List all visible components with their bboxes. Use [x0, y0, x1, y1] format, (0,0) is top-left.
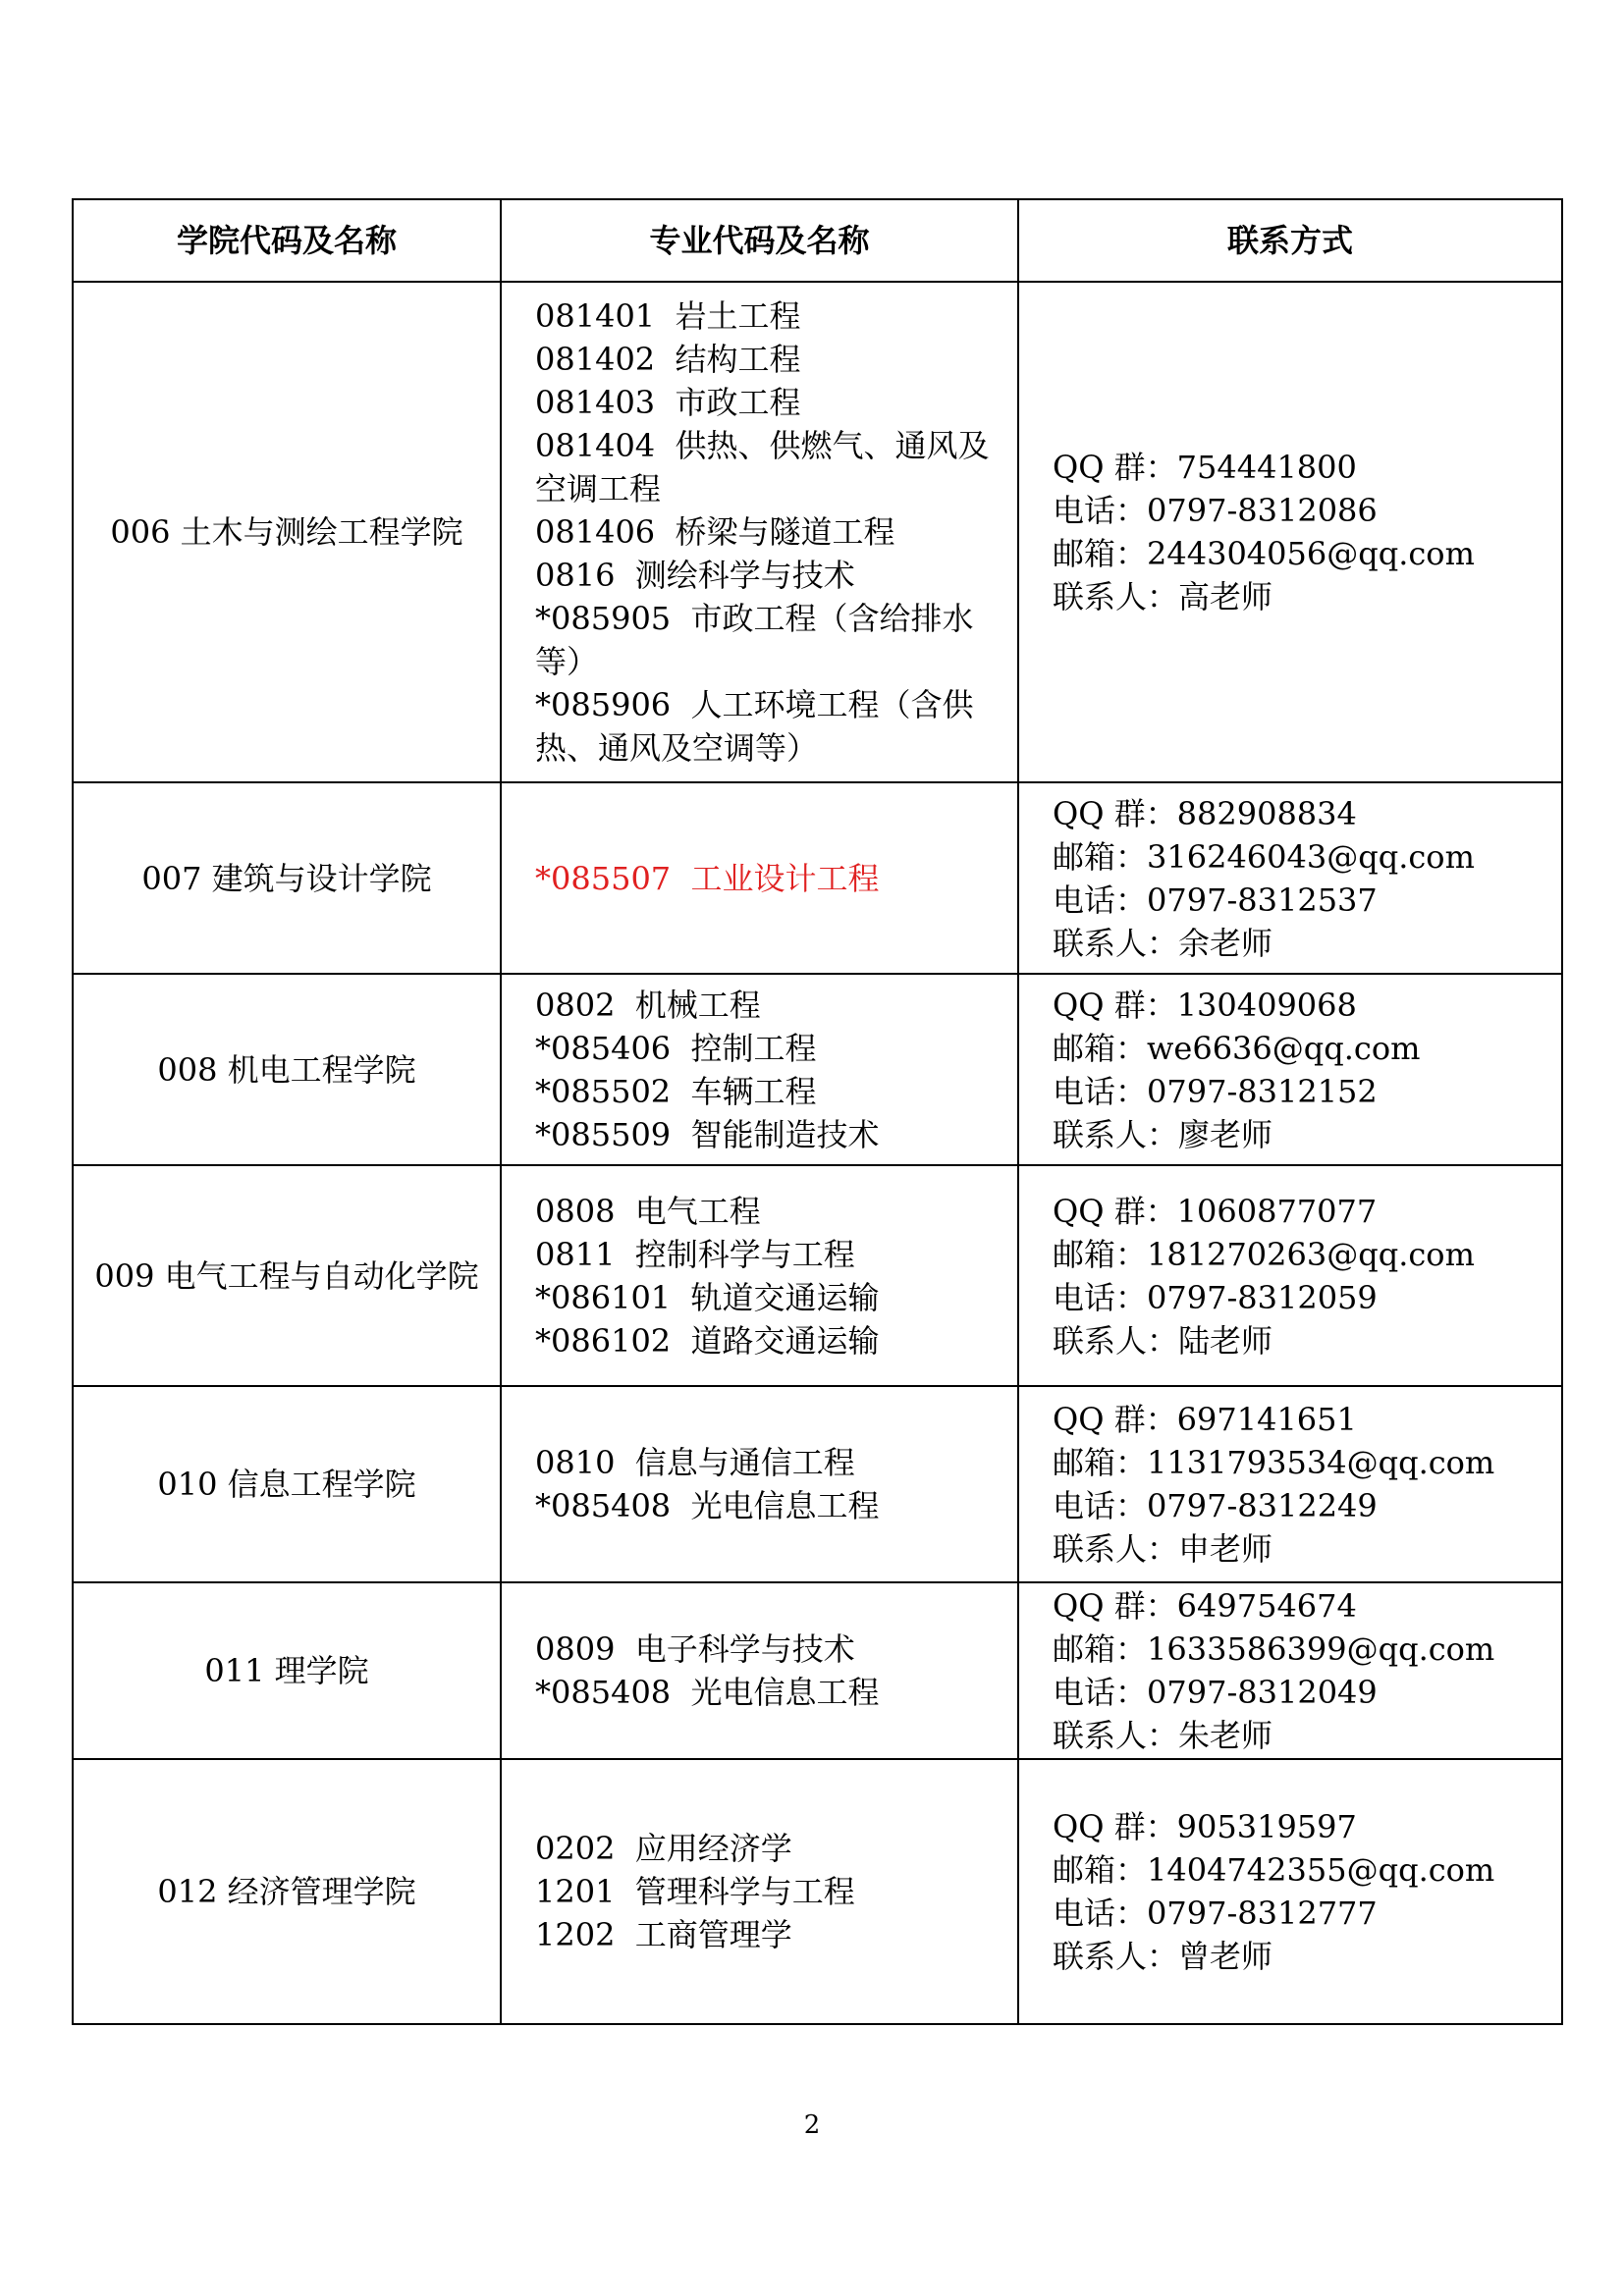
major-item: *085906 人工环境工程（含供热、通风及空调等） — [535, 686, 974, 767]
college-cell: 008 机电工程学院 — [73, 974, 501, 1165]
header-row — [73, 199, 1562, 282]
phone: 电话：0797-8312152 — [1053, 1072, 1378, 1110]
major-cell — [501, 1759, 1018, 2024]
contact-person: 联系人：陆老师 — [1053, 1321, 1273, 1360]
college-cell: 007 建筑与设计学院 — [73, 782, 501, 974]
table-row — [73, 1165, 1562, 1386]
contact-cell — [1018, 1165, 1562, 1386]
major-item: *085408 光电信息工程 — [535, 1674, 880, 1711]
major-item: *086102 道路交通运输 — [535, 1321, 880, 1360]
major-item: 0202 应用经济学 — [535, 1830, 792, 1867]
major-item: 0809 电子科学与技术 — [535, 1630, 855, 1668]
page-number: 2 — [803, 2110, 821, 2140]
major-item: 081401 岩土工程 — [535, 297, 801, 335]
major-item: *085408 光电信息工程 — [535, 1487, 880, 1524]
contact-cell — [1018, 974, 1562, 1165]
contact-person: 联系人：朱老师 — [1053, 1717, 1273, 1754]
phone: 电话：0797-8312537 — [1053, 881, 1378, 919]
major-item: 0808 电气工程 — [535, 1192, 761, 1230]
qq-group: QQ 群：882908834 — [1053, 794, 1357, 832]
major-cell — [501, 1582, 1018, 1759]
major-cell — [501, 1386, 1018, 1582]
major-item: 0810 信息与通信工程 — [535, 1444, 855, 1481]
major-cell — [501, 782, 1018, 974]
college-cell: 010 信息工程学院 — [73, 1386, 501, 1582]
header-major: 专业代码及名称 — [501, 199, 1018, 282]
qq-group: QQ 群：1060877077 — [1053, 1192, 1378, 1230]
major-item: *085509 智能制造技术 — [535, 1115, 880, 1153]
phone: 电话：0797-8312049 — [1053, 1674, 1378, 1711]
college-cell: 011 理学院 — [73, 1582, 501, 1759]
contact-person: 联系人：申老师 — [1053, 1530, 1273, 1568]
major-item: 081403 市政工程 — [535, 384, 801, 421]
major-item: *085502 车辆工程 — [535, 1072, 817, 1110]
contact-cell — [1018, 1386, 1562, 1582]
major-item: 0816 测绘科学与技术 — [535, 557, 855, 594]
header-college: 学院代码及名称 — [73, 199, 501, 282]
contact-person: 联系人：余老师 — [1053, 924, 1273, 962]
phone: 电话：0797-8312086 — [1053, 492, 1378, 529]
contact-person: 联系人：廖老师 — [1053, 1115, 1273, 1153]
qq-group: QQ 群：130409068 — [1053, 986, 1357, 1024]
contact-person: 联系人：曾老师 — [1053, 1938, 1273, 1975]
header-contact: 联系方式 — [1018, 199, 1562, 282]
major-cell — [501, 282, 1018, 782]
table-row — [73, 782, 1562, 974]
email: 邮箱：1131793534@qq.com — [1053, 1444, 1495, 1481]
contact-person: 联系人：高老师 — [1053, 578, 1273, 615]
major-item: 0802 机械工程 — [535, 986, 761, 1024]
major-cell — [501, 974, 1018, 1165]
major-item: 0811 控制科学与工程 — [535, 1235, 855, 1273]
table-row — [73, 1582, 1562, 1759]
phone: 电话：0797-8312059 — [1053, 1278, 1378, 1316]
major-item: 1201 管理科学与工程 — [535, 1873, 855, 1910]
college-cell: 009 电气工程与自动化学院 — [73, 1165, 501, 1386]
major-item: *086101 轨道交通运输 — [535, 1278, 880, 1316]
major-cell — [501, 1165, 1018, 1386]
table-row — [73, 1386, 1562, 1582]
table-row — [73, 1759, 1562, 2024]
contact-cell — [1018, 282, 1562, 782]
college-cell: 006 土木与测绘工程学院 — [73, 282, 501, 782]
email: 邮箱：181270263@qq.com — [1053, 1235, 1475, 1273]
contact-cell — [1018, 1759, 1562, 2024]
email: 邮箱：316246043@qq.com — [1053, 837, 1475, 876]
major-item: 1202 工商管理学 — [535, 1916, 792, 1953]
email: 邮箱：1633586399@qq.com — [1053, 1630, 1495, 1668]
major-item: *085406 控制工程 — [535, 1029, 817, 1067]
email: 邮箱：244304056@qq.com — [1053, 535, 1475, 572]
contact-cell — [1018, 1582, 1562, 1759]
phone: 电话：0797-8312777 — [1053, 1895, 1378, 1932]
phone: 电话：0797-8312249 — [1053, 1487, 1378, 1524]
major-item-highlighted: *085507 工业设计工程 — [535, 859, 880, 897]
major-item: 081404 供热、供燃气、通风及空调工程 — [535, 427, 990, 507]
email: 邮箱：we6636@qq.com — [1053, 1029, 1421, 1067]
contact-cell — [1018, 782, 1562, 974]
major-item: 081406 桥梁与隧道工程 — [535, 513, 895, 551]
qq-group: QQ 群：697141651 — [1053, 1401, 1357, 1438]
major-item: 081402 结构工程 — [535, 341, 801, 378]
qq-group: QQ 群：754441800 — [1053, 449, 1357, 486]
contact-table — [72, 198, 1563, 2025]
qq-group: QQ 群：905319597 — [1053, 1808, 1357, 1845]
qq-group: QQ 群：649754674 — [1053, 1587, 1357, 1625]
college-cell: 012 经济管理学院 — [73, 1759, 501, 2024]
table-row — [73, 282, 1562, 782]
table-row — [73, 974, 1562, 1165]
email: 邮箱：1404742355@qq.com — [1053, 1851, 1495, 1889]
major-item: *085905 市政工程（含给排水等） — [535, 600, 974, 680]
